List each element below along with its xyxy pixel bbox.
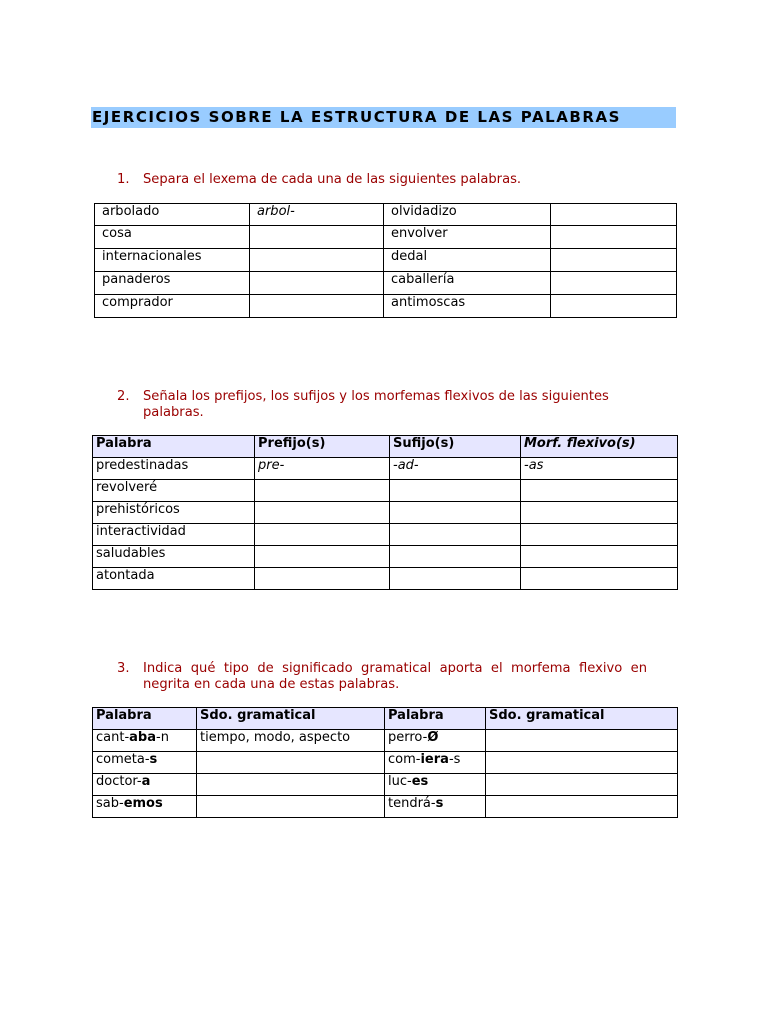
answer-cell: [551, 204, 677, 226]
flexive-morpheme: es: [411, 774, 429, 789]
column-header: Palabra: [93, 436, 255, 458]
table-row: [93, 502, 678, 524]
table-row: [93, 480, 678, 502]
answer-cell: [250, 249, 384, 272]
answer-cell: [250, 272, 384, 295]
answer-cell: pre-: [255, 458, 390, 480]
morfemas-table: [92, 435, 678, 590]
answer-cell: [390, 546, 521, 568]
word-cell: interactividad: [93, 524, 255, 546]
column-header: Morf. flexivo(s): [521, 436, 678, 458]
answer-cell: [521, 502, 678, 524]
word-cell: predestinadas: [93, 458, 255, 480]
table-row: [93, 568, 678, 590]
exercise-3-text-line2: negrita en cada una de estas palabras.: [143, 677, 400, 692]
answer-cell: [197, 752, 385, 774]
answer-cell: [390, 480, 521, 502]
answer-cell: [255, 568, 390, 590]
answer-cell: [521, 524, 678, 546]
answer-cell: [255, 480, 390, 502]
answer-cell: [486, 730, 678, 752]
word-cell: [93, 774, 197, 796]
word-cell: [385, 774, 486, 796]
exercise-2-text-line2: palabras.: [143, 405, 204, 420]
flexive-morpheme: emos: [123, 796, 163, 811]
table-row: [95, 249, 677, 272]
answer-cell: [486, 796, 678, 818]
word-part: -n: [156, 730, 169, 745]
word-cell: [93, 730, 197, 752]
word-part: luc-: [388, 774, 412, 789]
answer-cell: [521, 568, 678, 590]
table-row: [93, 546, 678, 568]
word-part: cant-: [96, 730, 130, 745]
exercise-2-number: 2.: [117, 389, 130, 404]
word-cell: cosa: [95, 226, 250, 249]
flexive-morpheme: s: [149, 752, 158, 767]
column-header: Sufijo(s): [390, 436, 521, 458]
table-row: [93, 774, 678, 796]
exercise-2-text-line1: Señala los prefijos, los sufijos y los morfemas flexivos de las siguientes: [143, 389, 609, 404]
answer-cell: [486, 752, 678, 774]
answer-cell: [255, 546, 390, 568]
exercise-2-instruction: [117, 389, 647, 421]
word-cell: prehistóricos: [93, 502, 255, 524]
word-cell: [385, 752, 486, 774]
word-cell: atontada: [93, 568, 255, 590]
flexive-morpheme: aba: [129, 730, 157, 745]
word-part: tendrá-: [388, 796, 436, 811]
column-header: Sdo. gramatical: [486, 708, 678, 730]
exercise-3-text-line1: Indica qué tipo de significado gramatical aporta el morfema flexivo en: [143, 661, 647, 676]
table-row: [93, 730, 678, 752]
word-cell: saludables: [93, 546, 255, 568]
exercise-3-instruction: [117, 661, 647, 693]
word-cell: olvidadizo: [384, 204, 551, 226]
significado-table: [92, 707, 678, 818]
answer-cell: [255, 502, 390, 524]
answer-cell: [250, 226, 384, 249]
answer-cell: [197, 796, 385, 818]
word-part: doctor-: [96, 774, 142, 789]
word-cell: panaderos: [95, 272, 250, 295]
answer-cell: [521, 546, 678, 568]
column-header: Sdo. gramatical: [197, 708, 385, 730]
answer-cell: [390, 568, 521, 590]
lexema-table: [94, 203, 677, 318]
word-part: -s: [448, 752, 461, 767]
table-row: [93, 458, 678, 480]
exercise-1-text: Separa el lexema de cada una de las siguientes palabras.: [143, 172, 522, 187]
answer-cell: -as: [521, 458, 678, 480]
answer-cell: [521, 480, 678, 502]
exercise-3-number: 3.: [117, 661, 130, 676]
word-cell: envolver: [384, 226, 551, 249]
table-header-row: [93, 436, 678, 458]
word-cell: [385, 796, 486, 818]
answer-cell: [551, 272, 677, 295]
word-cell: dedal: [384, 249, 551, 272]
table-header-row: [93, 708, 678, 730]
word-cell: internacionales: [95, 249, 250, 272]
table-row: [93, 796, 678, 818]
word-cell: [93, 752, 197, 774]
word-cell: arbolado: [95, 204, 250, 226]
flexive-morpheme: iera: [420, 752, 449, 767]
flexive-morpheme: a: [141, 774, 151, 789]
answer-cell: [250, 295, 384, 318]
page-title: EJERCICIOS SOBRE LA ESTRUCTURA DE LAS PALABRAS: [91, 107, 676, 128]
answer-cell: [486, 774, 678, 796]
word-cell: comprador: [95, 295, 250, 318]
word-part: com-: [388, 752, 421, 767]
answer-cell: [551, 226, 677, 249]
column-header: Prefijo(s): [255, 436, 390, 458]
answer-cell: tiempo, modo, aspecto: [197, 730, 385, 752]
answer-cell: [255, 524, 390, 546]
exercise-1-number: 1.: [117, 172, 130, 187]
table-row: [95, 272, 677, 295]
column-header: Palabra: [385, 708, 486, 730]
word-cell: antimoscas: [384, 295, 551, 318]
table-row: [95, 226, 677, 249]
word-part: cometa-: [96, 752, 150, 767]
answer-cell: [197, 774, 385, 796]
word-part: sab-: [96, 796, 124, 811]
answer-cell: arbol-: [250, 204, 384, 226]
answer-cell: -ad-: [390, 458, 521, 480]
table-row: [95, 204, 677, 226]
word-part: perro-: [388, 730, 428, 745]
flexive-morpheme: s: [435, 796, 444, 811]
table-row: [93, 752, 678, 774]
word-cell: caballería: [384, 272, 551, 295]
table-row: [95, 295, 677, 318]
table-row: [93, 524, 678, 546]
exercise-1-instruction: [117, 172, 677, 188]
word-cell: [93, 796, 197, 818]
answer-cell: [551, 249, 677, 272]
answer-cell: [390, 524, 521, 546]
answer-cell: [390, 502, 521, 524]
answer-cell: [551, 295, 677, 318]
word-cell: [385, 730, 486, 752]
flexive-morpheme: Ø: [427, 730, 439, 745]
word-cell: revolveré: [93, 480, 255, 502]
column-header: Palabra: [93, 708, 197, 730]
